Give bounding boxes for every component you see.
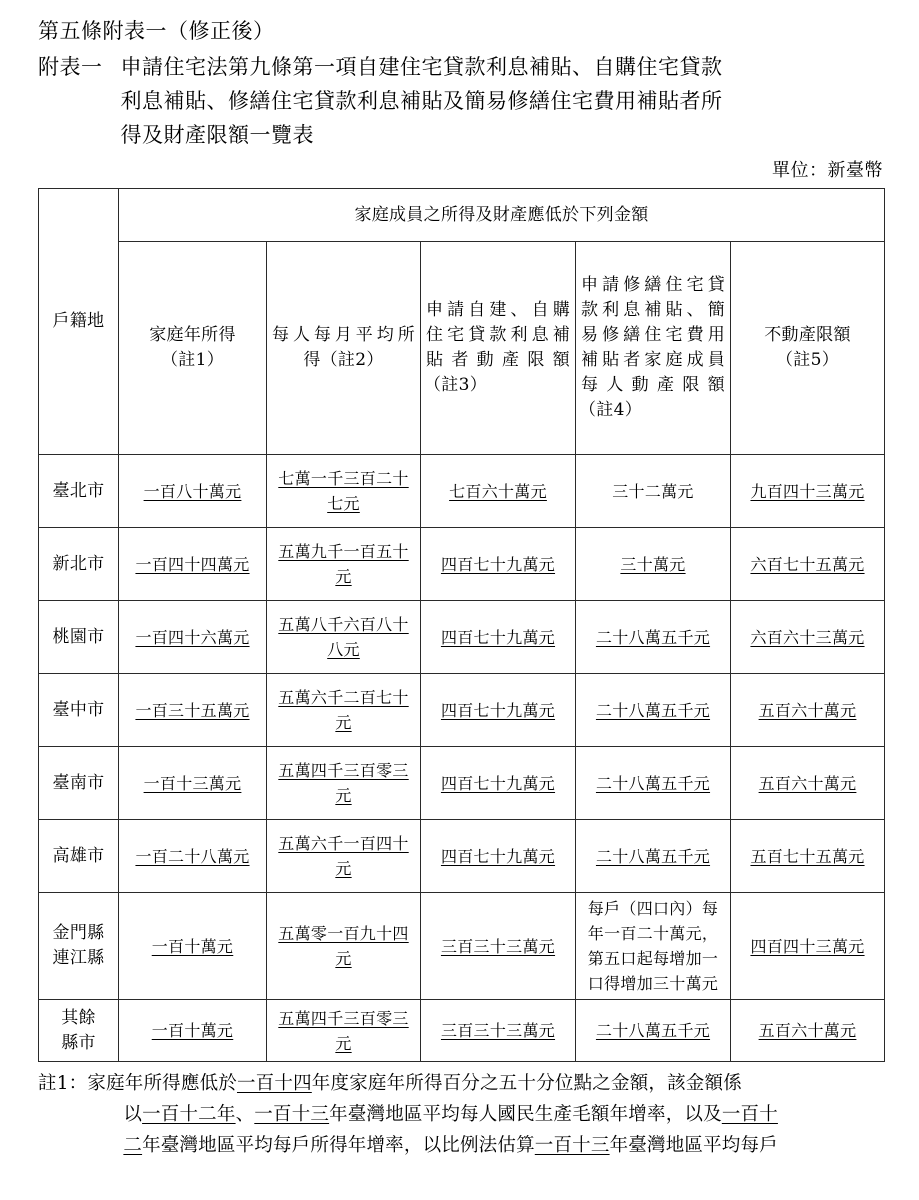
header-movable-repair-line-1: 申請修繕住宅貸 xyxy=(581,275,725,295)
value-monthly-income-line-2: 元 xyxy=(335,949,352,968)
value-real-estate: 五百七十五萬元 xyxy=(750,846,865,866)
footnote-line-2-text-a: 以 xyxy=(123,1104,143,1125)
row-region: 新北市 xyxy=(39,528,119,601)
value-movable-repair: 二十八萬五千元 xyxy=(595,846,711,866)
value-real-estate: 六百七十五萬元 xyxy=(750,554,865,574)
cell-monthly-income xyxy=(267,893,421,1000)
attachment-title xyxy=(121,50,821,152)
value-movable-repair: 三十二萬元 xyxy=(612,481,694,501)
value-movable-self: 四百七十九萬元 xyxy=(440,773,556,793)
value-movable-self: 七百六十萬元 xyxy=(449,481,547,501)
cell-annual-income xyxy=(119,893,267,1000)
footnote-line-1 xyxy=(87,1068,884,1099)
footnote-line-3-text-a: 年臺灣地區平均每戶所得年增率，以比例法估算 xyxy=(142,1135,535,1156)
value-annual-income: 一百二十八萬元 xyxy=(135,846,250,866)
table-header-group-row xyxy=(39,189,885,242)
attachment-title-line-1: 申請住宅法第九條第一項自建住宅貸款利息補貼、自購住宅貸款 xyxy=(120,55,723,79)
value-movable-repair-line-3: 第五口起每增加一 xyxy=(587,949,719,968)
table-row xyxy=(39,674,885,747)
header-movable-repair-line-5: 每人動產限額 xyxy=(581,375,725,395)
value-annual-income: 一百十萬元 xyxy=(151,936,234,956)
value-monthly-income-line-1: 五萬四千三百零三 xyxy=(278,761,409,780)
value-movable-self: 四百七十九萬元 xyxy=(440,554,556,574)
footnote-line-1-text-a: 家庭年所得應低於 xyxy=(87,1073,237,1094)
cell-movable-repair xyxy=(576,1000,731,1062)
header-annual-income xyxy=(119,242,267,455)
value-movable-repair: 二十八萬五千元 xyxy=(595,627,711,647)
cell-movable-repair xyxy=(576,893,731,1000)
cell-movable-self xyxy=(421,601,576,674)
header-movable-self-line-1: 申請自建、自購 xyxy=(426,300,570,320)
cell-annual-income xyxy=(119,674,267,747)
value-monthly-income-line-2: 八元 xyxy=(327,640,360,659)
cell-movable-repair xyxy=(576,455,731,528)
attachment-title-line-2: 利息補貼、修繕住宅貸款利息補貼及簡易修繕住宅費用補貼者所 xyxy=(120,89,723,113)
value-movable-repair: 二十八萬五千元 xyxy=(595,773,711,793)
cell-movable-self xyxy=(421,820,576,893)
attachment-title-line-3: 得及財產限額一覽表 xyxy=(120,123,314,147)
header-household-registration: 戶籍地 xyxy=(39,189,119,455)
footnote-line-2-underlined-2: 一百十三 xyxy=(254,1104,330,1125)
header-movable-self-build-purchase xyxy=(421,242,576,455)
header-movable-repair-line-3: 易修繕住宅費用 xyxy=(581,325,725,345)
value-monthly-income-line-1: 五萬六千二百七十 xyxy=(278,688,409,707)
value-movable-repair: 三十萬元 xyxy=(620,554,686,574)
cell-real-estate xyxy=(731,601,885,674)
attachment-title-block xyxy=(38,50,881,152)
cell-movable-repair xyxy=(576,674,731,747)
footnote-line-3-underlined-2: 一百十三 xyxy=(534,1135,610,1156)
cell-movable-repair xyxy=(576,601,731,674)
value-movable-self: 三百三十三萬元 xyxy=(440,1021,556,1040)
article-heading: 第五條附表一（修正後） xyxy=(38,19,275,43)
cell-movable-repair xyxy=(576,747,731,820)
value-real-estate: 六百六十三萬元 xyxy=(750,627,865,647)
value-movable-self: 四百七十九萬元 xyxy=(440,627,556,647)
footnote-line-3-text-b: 年臺灣地區平均每戶 xyxy=(609,1135,778,1156)
cell-real-estate xyxy=(731,674,885,747)
header-annual-income-line-2: （註1） xyxy=(160,350,225,370)
value-monthly-income-line-1: 五萬九千一百五十 xyxy=(278,542,409,561)
cell-annual-income xyxy=(119,820,267,893)
value-movable-repair: 二十八萬五千元 xyxy=(595,700,711,720)
cell-movable-self xyxy=(421,893,576,1000)
footnote-line-2-text-c: 年臺灣地區平均每人國民生產毛額年增率，以及 xyxy=(329,1104,722,1125)
row-region-line-2: 縣市 xyxy=(61,1032,96,1053)
cell-monthly-income xyxy=(267,528,421,601)
table-row xyxy=(39,747,885,820)
cell-monthly-income xyxy=(267,820,421,893)
value-monthly-income-line-1: 七萬一千三百二十 xyxy=(278,469,409,488)
cell-movable-self xyxy=(421,455,576,528)
table-row xyxy=(39,893,885,1000)
currency-unit-note: 單位：新臺幣 xyxy=(772,160,883,181)
cell-real-estate xyxy=(731,893,885,1000)
cell-real-estate xyxy=(731,820,885,893)
header-real-estate-line-1: 不動產限額 xyxy=(764,325,851,345)
footnote-line-2-underlined-1: 一百十二年 xyxy=(142,1104,236,1125)
value-movable-self: 三百三十三萬元 xyxy=(440,936,556,956)
limits-table-wrapper xyxy=(0,188,919,1062)
cell-annual-income xyxy=(119,601,267,674)
value-real-estate: 九百四十三萬元 xyxy=(750,481,865,501)
value-annual-income: 一百十三萬元 xyxy=(143,773,242,793)
value-movable-repair-line-1: 每戶（四口內）每 xyxy=(587,899,719,918)
value-movable-repair-line-2: 年一百二十萬元， xyxy=(587,924,719,943)
cell-annual-income xyxy=(119,747,267,820)
cell-monthly-income xyxy=(267,747,421,820)
cell-monthly-income xyxy=(267,455,421,528)
footnote-label: 註1： xyxy=(38,1073,88,1094)
value-movable-self: 四百七十九萬元 xyxy=(440,700,556,720)
header-real-estate-limit xyxy=(731,242,885,455)
cell-monthly-income xyxy=(267,601,421,674)
value-movable-repair: 二十八萬五千元 xyxy=(595,1021,711,1040)
header-real-estate-line-2: （註5） xyxy=(775,350,840,370)
value-annual-income: 一百四十六萬元 xyxy=(135,627,250,647)
income-property-limits-table xyxy=(38,188,885,1062)
header-movable-self-line-2: 住宅貸款利息補 xyxy=(426,325,570,345)
table-header-sub-row xyxy=(39,242,885,455)
value-real-estate: 五百六十萬元 xyxy=(758,773,857,793)
table-row xyxy=(39,1000,885,1062)
value-monthly-income-line-1: 五萬八千六百八十 xyxy=(278,615,409,634)
cell-monthly-income xyxy=(267,1000,421,1062)
row-region: 臺中市 xyxy=(39,674,119,747)
cell-movable-self xyxy=(421,674,576,747)
footnote-line-2 xyxy=(87,1099,884,1130)
row-region: 桃園市 xyxy=(39,601,119,674)
value-monthly-income-line-1: 五萬四千三百零三 xyxy=(278,1008,409,1028)
value-monthly-income-line-1: 五萬六千一百四十 xyxy=(278,834,409,853)
cell-annual-income xyxy=(119,455,267,528)
cell-movable-self xyxy=(421,1000,576,1062)
footnote-note1 xyxy=(0,1062,919,1161)
value-real-estate: 四百四十三萬元 xyxy=(750,936,865,956)
header-movable-self-line-4: （註3） xyxy=(424,375,488,395)
row-region: 臺南市 xyxy=(39,747,119,820)
footnote-line-1-text-b: 年度家庭年所得百分之五十分位點之金額，該金額係 xyxy=(311,1073,742,1094)
value-monthly-income-line-2: 元 xyxy=(335,1033,352,1053)
row-region: 臺北市 xyxy=(39,455,119,528)
footnote-line-3-underlined-1: 二 xyxy=(123,1135,143,1156)
value-movable-self: 四百七十九萬元 xyxy=(440,846,556,866)
cell-movable-self xyxy=(421,528,576,601)
value-annual-income: 一百十萬元 xyxy=(151,1021,234,1040)
value-monthly-income-line-2: 元 xyxy=(335,713,352,732)
value-real-estate: 五百六十萬元 xyxy=(758,1021,857,1040)
cell-real-estate xyxy=(731,528,885,601)
footnote-body xyxy=(87,1068,884,1161)
header-monthly-income xyxy=(267,242,421,455)
cell-annual-income xyxy=(119,1000,267,1062)
row-region: 高雄市 xyxy=(39,820,119,893)
cell-real-estate xyxy=(731,455,885,528)
header-movable-repair-line-2: 款利息補貼、簡 xyxy=(581,300,725,320)
header-movable-repair-line-6: （註4） xyxy=(579,400,643,420)
cell-real-estate xyxy=(731,747,885,820)
value-monthly-income-line-2: 元 xyxy=(335,786,352,805)
value-monthly-income-line-2: 元 xyxy=(335,859,352,878)
row-region-line-1: 其餘 xyxy=(61,1007,96,1028)
row-region-line-2: 連江縣 xyxy=(52,948,105,968)
header-movable-self-line-3: 貼者動產限額 xyxy=(426,350,570,370)
table-row xyxy=(39,820,885,893)
value-monthly-income-line-2: 七元 xyxy=(327,494,360,513)
header-monthly-income-line-1: 每人每月平均所 xyxy=(272,325,415,345)
footnote-line-2-text-b: 、 xyxy=(235,1104,255,1125)
cell-movable-repair xyxy=(576,528,731,601)
row-region xyxy=(39,893,119,1000)
value-annual-income: 一百八十萬元 xyxy=(143,481,242,501)
footnote-line-2-underlined-3: 一百十 xyxy=(721,1104,778,1125)
value-real-estate: 五百六十萬元 xyxy=(758,700,857,720)
table-row xyxy=(39,601,885,674)
row-region-line-1: 金門縣 xyxy=(52,923,105,943)
cell-real-estate xyxy=(731,1000,885,1062)
value-monthly-income-line-1: 五萬零一百九十四 xyxy=(278,924,409,943)
footnote-line-3 xyxy=(87,1130,884,1161)
table-row xyxy=(39,528,885,601)
attachment-label: 附表一 xyxy=(38,55,103,79)
footnote-line-1-underlined: 一百十四 xyxy=(236,1073,312,1094)
cell-monthly-income xyxy=(267,674,421,747)
value-movable-repair-line-4: 口得增加三十萬元 xyxy=(587,974,719,993)
value-annual-income: 一百三十五萬元 xyxy=(135,700,250,720)
header-movable-repair-line-4: 補貼者家庭成員 xyxy=(581,350,725,370)
value-monthly-income-line-2: 元 xyxy=(335,567,352,586)
header-monthly-income-line-2: 得（註2） xyxy=(303,350,384,370)
cell-movable-self xyxy=(421,747,576,820)
value-annual-income: 一百四十四萬元 xyxy=(135,554,250,574)
header-movable-repair-per-person xyxy=(576,242,731,455)
cell-annual-income xyxy=(119,528,267,601)
row-region xyxy=(39,1000,119,1062)
cell-movable-repair xyxy=(576,820,731,893)
document-heading xyxy=(0,0,919,152)
header-annual-income-line-1: 家庭年所得 xyxy=(149,325,236,345)
table-row xyxy=(39,455,885,528)
header-group-title: 家庭成員之所得及財產應低於下列金額 xyxy=(119,189,885,242)
